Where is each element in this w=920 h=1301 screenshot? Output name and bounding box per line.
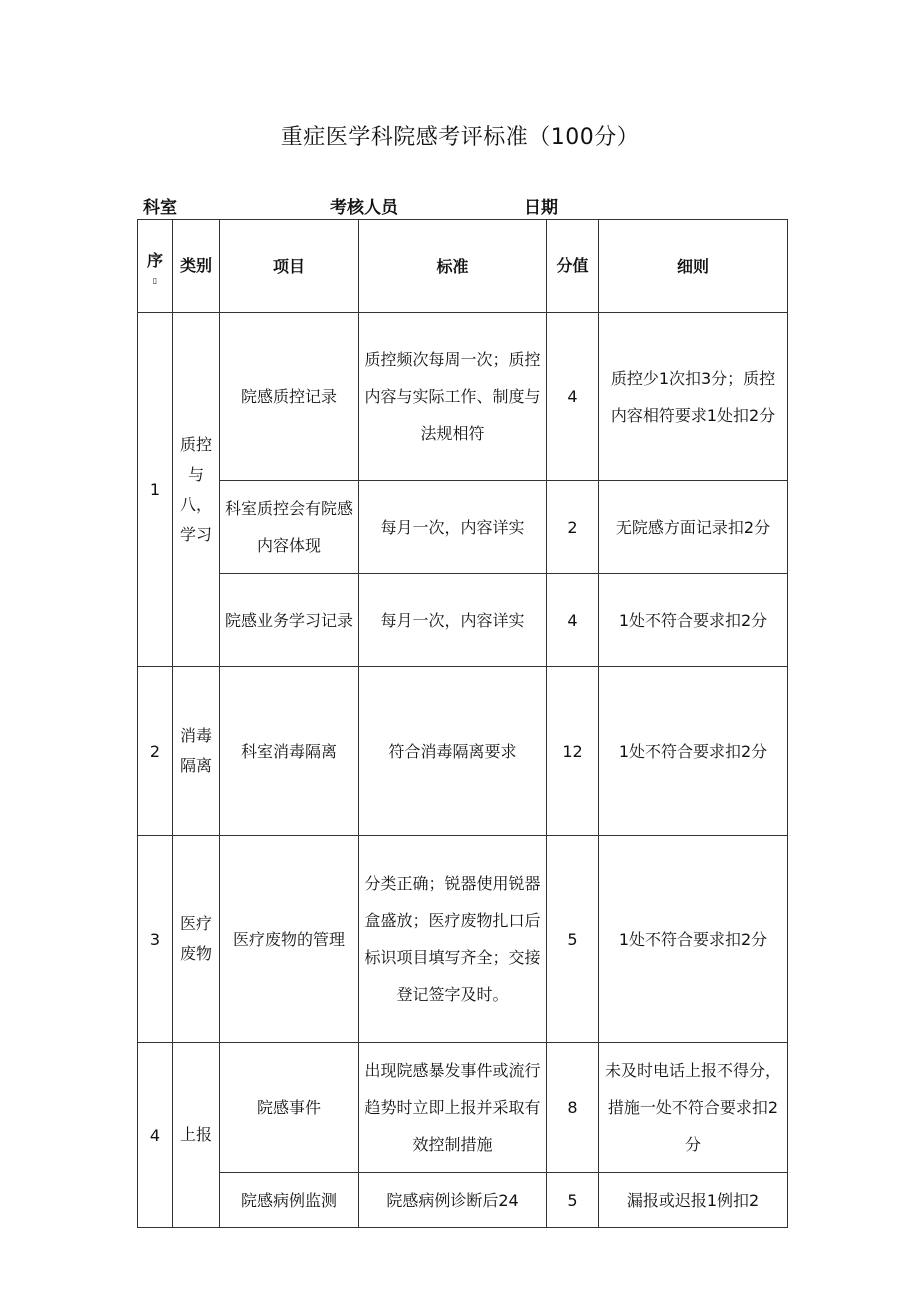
standard-cell: 质控频次每周一次；质控内容与实际工作、制度与法规相符 <box>359 313 547 481</box>
rules-cell: 质控少1次扣3分；质控内容相符要求1处扣2分 <box>599 313 788 481</box>
table-row <box>138 667 788 836</box>
item-cell: 医疗废物的管理 <box>220 836 359 1043</box>
table-row <box>138 574 788 667</box>
standard-cell: 每月一次，内容详实 <box>359 574 547 667</box>
category-cell: 消毒隔离 <box>173 667 220 836</box>
category-cell: 医疗废物 <box>173 836 220 1043</box>
rules-cell: 1处不符合要求扣2分 <box>599 836 788 1043</box>
header-seq-mark: ▯ <box>152 276 158 285</box>
header-seq: 序 ▯ <box>138 220 173 313</box>
header-item: 项目 <box>220 220 359 313</box>
page-title: 重症医学科院感考评标准（100分） <box>280 125 640 150</box>
header-standard: 标准 <box>359 220 547 313</box>
score-cell: 5 <box>547 1173 599 1228</box>
table-row <box>138 1173 788 1228</box>
score-cell: 4 <box>547 574 599 667</box>
seq-cell: 2 <box>138 667 173 836</box>
header-row <box>138 220 788 313</box>
item-cell: 院感病例监测 <box>220 1173 359 1228</box>
header-rules: 细则 <box>599 220 788 313</box>
score-cell: 4 <box>547 313 599 481</box>
table-row <box>138 481 788 574</box>
item-cell: 科室质控会有院感内容体现 <box>220 481 359 574</box>
header-category: 类别 <box>173 220 220 313</box>
rules-cell: 未及时电话上报不得分，措施一处不符合要求扣2分 <box>599 1043 788 1173</box>
rules-cell: 1处不符合要求扣2分 <box>599 574 788 667</box>
standard-cell: 符合消毒隔离要求 <box>359 667 547 836</box>
table-row <box>138 836 788 1043</box>
seq-cell: 4 <box>138 1043 173 1228</box>
rules-cell: 无院感方面记录扣2分 <box>599 481 788 574</box>
seq-cell: 3 <box>138 836 173 1043</box>
examiner-label: 考核人员 <box>330 198 398 218</box>
score-cell: 2 <box>547 481 599 574</box>
category-cell: 质控与八，学习 <box>173 313 220 667</box>
item-cell: 院感业务学习记录 <box>220 574 359 667</box>
date-label: 日期 <box>524 198 558 218</box>
item-cell: 科室消毒隔离 <box>220 667 359 836</box>
item-cell: 院感事件 <box>220 1043 359 1173</box>
dept-label: 科室 <box>143 198 177 218</box>
standard-cell: 出现院感暴发事件或流行趋势时立即上报并采取有效控制措施 <box>359 1043 547 1173</box>
score-cell: 12 <box>547 667 599 836</box>
rules-cell: 漏报或迟报1例扣2 <box>599 1173 788 1228</box>
table-row <box>138 313 788 481</box>
standard-cell: 院感病例诊断后24 <box>359 1173 547 1228</box>
header-score: 分值 <box>547 220 599 313</box>
standard-cell: 每月一次，内容详实 <box>359 481 547 574</box>
standard-cell: 分类正确；锐器使用锐器盒盛放；医疗废物扎口后标识项目填写齐全；交接登记签字及时。 <box>359 836 547 1043</box>
table-row <box>138 1043 788 1173</box>
item-cell: 院感质控记录 <box>220 313 359 481</box>
evaluation-table <box>137 219 788 1228</box>
score-cell: 8 <box>547 1043 599 1173</box>
rules-cell: 1处不符合要求扣2分 <box>599 667 788 836</box>
score-cell: 5 <box>547 836 599 1043</box>
category-cell: 上报 <box>173 1043 220 1228</box>
seq-cell: 1 <box>138 313 173 667</box>
